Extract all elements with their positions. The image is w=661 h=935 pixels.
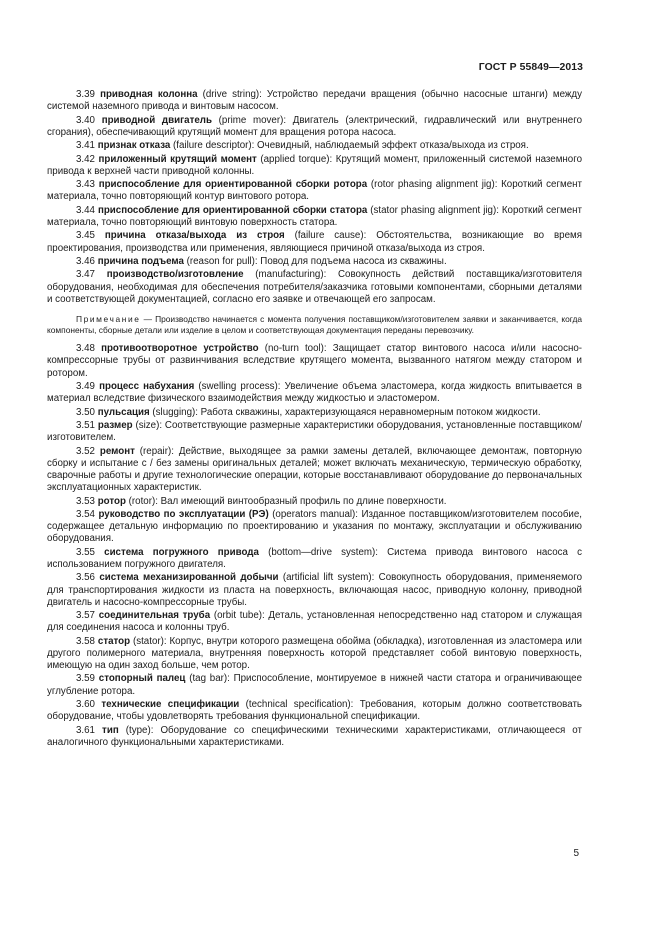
definition-entry: [47, 446, 582, 495]
entry-term: приспособление для ориентированной сборки ротора: [98, 179, 368, 191]
entry-definition: (size): Соответствующие размерные характеристики оборудования, установленные поставщиком/изготовителем.: [47, 419, 582, 444]
definition-entry: [47, 509, 582, 546]
definitions-list-1: [47, 89, 582, 306]
entry-term: система механизированной добычи: [99, 572, 279, 584]
entry-term: ремонт: [99, 445, 135, 457]
entry-term: процесс набухания: [99, 380, 195, 392]
entry-term: противоотворотное устройство: [101, 343, 259, 355]
definition-entry: [47, 420, 582, 444]
entry-number: 3.59: [76, 673, 95, 685]
entry-term: производство/изготовление: [106, 269, 244, 281]
entry-definition: (stator phasing alignment jig): Короткий сегмент материала, точно повторяющий винтовую поверхность статора.: [47, 204, 582, 228]
entry-term: приспособление для ориентированной сборки статора: [97, 204, 368, 216]
entry-definition: (failure descriptor): Очевидный, наблюдаемый эффект отказа/выхода из строя.: [170, 140, 529, 152]
entry-term: причина подъема: [97, 255, 184, 267]
entry-definition: (no-turn tool): Защищает статор винтового насоса и/или насосно-компрессорные трубы от развинчивания вследствие крутящего момента, вызванного натягом между статором и ротором.: [47, 343, 582, 379]
definition-entry: [47, 269, 582, 306]
entry-term: технические спецификации: [101, 699, 240, 711]
entry-definition: (bottom—drive system): Система привода винтового насоса с использованием погружного двигателя.: [47, 546, 582, 570]
entry-number: 3.43: [76, 179, 95, 191]
entry-term: руководство по эксплуатации (РЭ): [98, 508, 269, 520]
definition-entry: [47, 699, 582, 723]
entry-term: признак отказа: [97, 140, 171, 152]
definition-entry: [47, 205, 582, 229]
entry-term: стопорный палец: [98, 673, 186, 685]
entry-definition: (failure cause): Обстоятельства, возникающие во время проектирования, производства или применения, являющиеся причиной отказа/выхода из строя.: [47, 230, 582, 254]
entry-definition: (reason for pull): Повод для подъема насоса из скважины.: [183, 255, 447, 267]
entry-number: 3.51: [76, 419, 95, 431]
entry-number: 3.61: [76, 724, 95, 736]
definition-entry: [47, 673, 582, 697]
entry-definition: (operators manual): Изданное поставщиком/изготовителем пособие, содержащее детальную информацию по проектированию и указания по монтажу, эксплуатации и обслуживанию оборудования.: [47, 508, 582, 545]
entry-number: 3.39: [76, 89, 95, 100]
entry-definition: (tag bar): Приспособление, монтируемое в нижней части статора и ограничивающее углубление ротора.: [47, 673, 582, 697]
entry-term: размер: [97, 419, 133, 431]
entry-term: система погружного привода: [104, 546, 259, 558]
definition-entry: [47, 496, 582, 508]
entry-number: 3.55: [76, 546, 95, 558]
definition-entry: [47, 725, 582, 749]
entry-definition: (rotor phasing alignment jig): Короткий сегмент материала, точно повторяющий контур винтового ротора.: [47, 179, 583, 203]
entry-definition: (drive string): Устройство передачи вращения (обычно насосные штанги) между системой наземного привода и винтовым насосом.: [47, 89, 582, 113]
page-number: 5: [573, 848, 579, 859]
definition-entry: [47, 547, 582, 571]
entry-definition: (artificial lift system): Совокупность оборудования, применяемого для транспортирования жидкости из пласта на поверхность, включающая насос, приводную колонну, приводной двигатель и насосно-компрессорные трубы.: [47, 572, 582, 608]
entry-definition: (manufacturing): Совокупность действий поставщика/изготовителя оборудования, необходимая для обеспечения потребителя/заказчика готовыми компонентами, сборными деталями и соответствующей документацией, согласно его заявке и отвечающей его запросам.: [47, 269, 582, 305]
entry-definition: (orbit tube): Деталь, установленная непосредственно над статором и служащая для соединения насоса и колонны труб.: [47, 610, 583, 634]
definition-entry: [47, 179, 582, 203]
entry-definition: (rotor): Вал имеющий винтообразный профиль по длине поверхности.: [125, 495, 447, 507]
definition-entry: [47, 572, 582, 609]
definition-entry: [47, 115, 582, 139]
definition-entry: [47, 140, 582, 152]
note-paragraph: [47, 314, 582, 335]
entry-number: 3.54: [76, 508, 95, 520]
standard-header: ГОСТ Р 55849—2013: [478, 62, 583, 73]
entry-number: 3.40: [76, 114, 95, 126]
definition-entry: [47, 89, 582, 113]
definition-entry: [47, 230, 582, 254]
entry-definition: (swelling process): Увеличение объема эластомера, когда жидкость впитывается в материал вследствие физического взаимодействия между жидкостью и эластомером.: [47, 380, 582, 405]
definition-entry: [47, 381, 582, 405]
entry-number: 3.41: [76, 140, 95, 152]
entry-term: ротор: [97, 495, 126, 507]
entry-term: пульсация: [97, 406, 150, 418]
entry-term: соединительная труба: [98, 610, 211, 622]
definition-entry: [47, 636, 582, 673]
entry-number: 3.46: [76, 255, 95, 267]
note-text: — Производство начинается с момента получения поставщиком/изготовителем заявки и заканчивается, когда компоненты, сборные детали или изделие в целом и соответствующая документация переданы перевозчику.: [47, 313, 582, 335]
definition-entry: [47, 610, 582, 634]
definition-entry: [47, 407, 582, 419]
entry-number: 3.42: [76, 153, 95, 165]
entry-term: приводная колонна: [100, 89, 198, 100]
definitions-list-2: [47, 343, 582, 749]
entry-number: 3.53: [76, 495, 95, 507]
entry-number: 3.44: [76, 204, 95, 216]
entry-term: приводной двигатель: [101, 114, 212, 126]
entry-number: 3.56: [76, 572, 95, 584]
entry-definition: (technical specification): Требования, которым должно соответствовать оборудование, чтобы удовлетворять требования функциональной спецификации.: [47, 699, 582, 723]
entry-number: 3.50: [76, 406, 95, 418]
entry-number: 3.48: [76, 343, 95, 355]
entry-term: приложенный крутящий момент: [98, 153, 257, 165]
entry-number: 3.60: [76, 699, 95, 711]
entry-definition: (prime mover): Двигатель (электрический, гидравлический или внутреннего сгорания), обеспечивающий крутящий момент для вращения ротора насоса.: [47, 114, 582, 138]
entry-number: 3.45: [76, 230, 95, 242]
entry-term: причина отказа/выхода из строя: [104, 230, 285, 242]
entry-term: тип: [102, 724, 119, 736]
entry-definition: (type): Оборудование со специфическими техническими характеристиками, отличающееся от аналогичного функциональными характеристиками.: [47, 724, 582, 748]
definition-entry: [47, 154, 582, 178]
definition-entry: [47, 256, 582, 268]
entry-definition: (applied torque): Крутящий момент, приложенный системой наземного привода к верхней части приводной колонны.: [47, 153, 582, 177]
entry-term: статор: [97, 635, 131, 647]
entry-number: 3.58: [76, 635, 95, 647]
entry-number: 3.49: [76, 380, 95, 392]
entry-number: 3.47: [76, 269, 95, 281]
entry-number: 3.57: [76, 610, 95, 622]
note-label: Примечание: [76, 313, 141, 324]
entry-definition: (slugging): Работа скважины, характеризующаяся неравномерным потоком жидкости.: [149, 406, 541, 418]
definition-entry: [47, 343, 582, 380]
definitions-body: [47, 89, 582, 750]
entry-definition: (repair): Действие, выходящее за рамки замены деталей, включающее демонтаж, повторную сборку и испытание с / без замены оригинальных деталей; может включать механическую, термическую обработку, сварочные работы и другие технологические операции, которые восстанавливают оборудование до первоначальных эксплуатационных характеристик.: [47, 445, 582, 494]
entry-number: 3.52: [76, 445, 95, 457]
entry-definition: (stator): Корпус, внутри которого размещена обойма (обкладка), изготовленная из эластомера или другого полимерного материала, внутренняя поверхность которой представляет собой винтовую поверхность, имеющую на один заход больше, чем ротор.: [47, 635, 582, 672]
